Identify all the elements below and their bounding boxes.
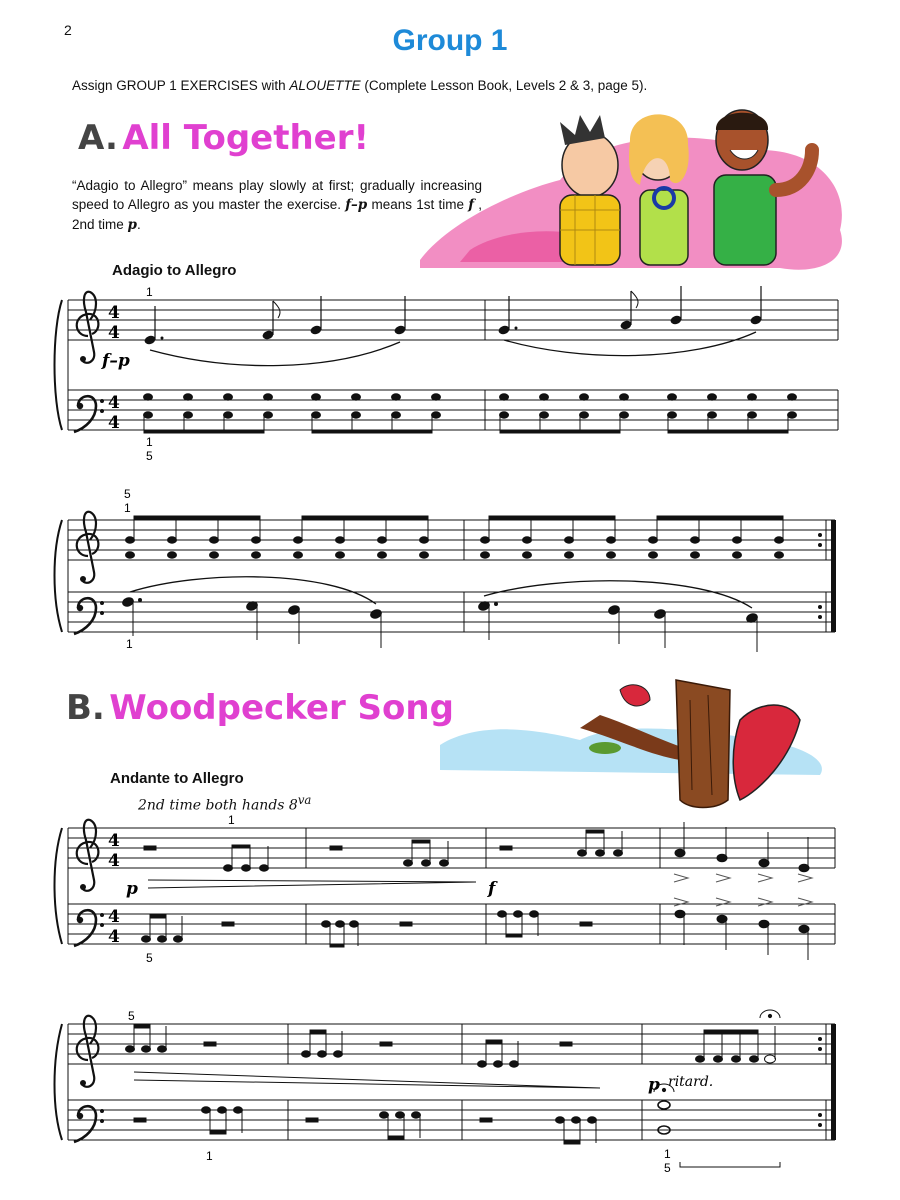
system-a1 bbox=[55, 285, 839, 463]
finger-b-lh2: 1 bbox=[206, 1149, 213, 1163]
section-b-letter: B. bbox=[66, 688, 105, 728]
dynamic-b-end-p: p bbox=[648, 1075, 660, 1095]
assignment-prefix: Assign GROUP 1 EXERCISES with bbox=[72, 78, 290, 93]
finger-lh-bottom: 5 bbox=[146, 449, 153, 463]
desc-text-1: “Adagio to Allegro” means play slowly at first; gradually increasing speed to Allegro as you master the exercise. bbox=[72, 178, 482, 212]
finger-b-lh: 5 bbox=[146, 951, 153, 965]
desc-text-4: . bbox=[136, 217, 141, 232]
desc-dynamic-fp: f–p bbox=[345, 197, 368, 213]
woodpecker-illustration bbox=[440, 680, 822, 808]
finger-lh-top: 1 bbox=[146, 435, 153, 449]
octave-text: 2nd time both hands 8 bbox=[138, 797, 298, 814]
section-a-letter: A. bbox=[78, 118, 118, 158]
bass-time-sig-b-top: 4 bbox=[108, 907, 120, 927]
system-a2 bbox=[55, 487, 837, 652]
page-title: Group 1 bbox=[392, 24, 508, 57]
finger-rh2-top: 5 bbox=[124, 487, 131, 501]
assignment-suffix: (Complete Lesson Book, Levels 2 & 3, page 5). bbox=[360, 78, 648, 93]
finger-rh-start: 1 bbox=[146, 285, 153, 299]
dynamic-b-f: f bbox=[488, 879, 496, 899]
finger-b-lh-end-bottom: 5 bbox=[664, 1161, 671, 1175]
octave-sup: va bbox=[297, 793, 312, 807]
time-sig-b-bottom: 4 bbox=[108, 851, 120, 871]
finger-b-rh2: 5 bbox=[128, 1009, 135, 1023]
finger-rh2-bottom: 1 bbox=[124, 501, 131, 515]
dynamic-b-p: p bbox=[126, 879, 138, 899]
desc-text-3: , 2nd time bbox=[72, 197, 482, 232]
time-sig-top: 4 bbox=[108, 303, 120, 323]
page-number: 2 bbox=[64, 22, 72, 38]
desc-dynamic-f: f bbox=[468, 197, 474, 213]
bass-time-sig-b-bottom: 4 bbox=[108, 927, 120, 947]
finger-b-lh-end-top: 1 bbox=[664, 1147, 671, 1161]
bass-time-sig-top: 4 bbox=[108, 393, 120, 413]
section-a-title: All Together! bbox=[122, 118, 370, 158]
ritard-marking: ritard. bbox=[668, 1074, 714, 1090]
desc-dynamic-p: p bbox=[127, 217, 137, 233]
section-b-tempo: Andante to Allegro bbox=[110, 770, 244, 787]
section-a-tempo: Adagio to Allegro bbox=[112, 262, 237, 279]
desc-text-2: means 1st time bbox=[367, 197, 469, 212]
dynamic-fp: f–p bbox=[102, 351, 130, 371]
system-b1 bbox=[55, 813, 836, 965]
assignment-song: ALOUETTE bbox=[289, 78, 361, 93]
trio-illustration bbox=[420, 110, 842, 270]
system-b2 bbox=[55, 1009, 837, 1175]
time-sig-b-top: 4 bbox=[108, 831, 120, 851]
finger-b-rh: 1 bbox=[228, 813, 235, 827]
finger-lh2: 1 bbox=[126, 637, 133, 651]
section-b-title: Woodpecker Song bbox=[109, 688, 454, 728]
time-sig-bottom: 4 bbox=[108, 323, 120, 343]
bass-time-sig-bottom: 4 bbox=[108, 413, 120, 433]
